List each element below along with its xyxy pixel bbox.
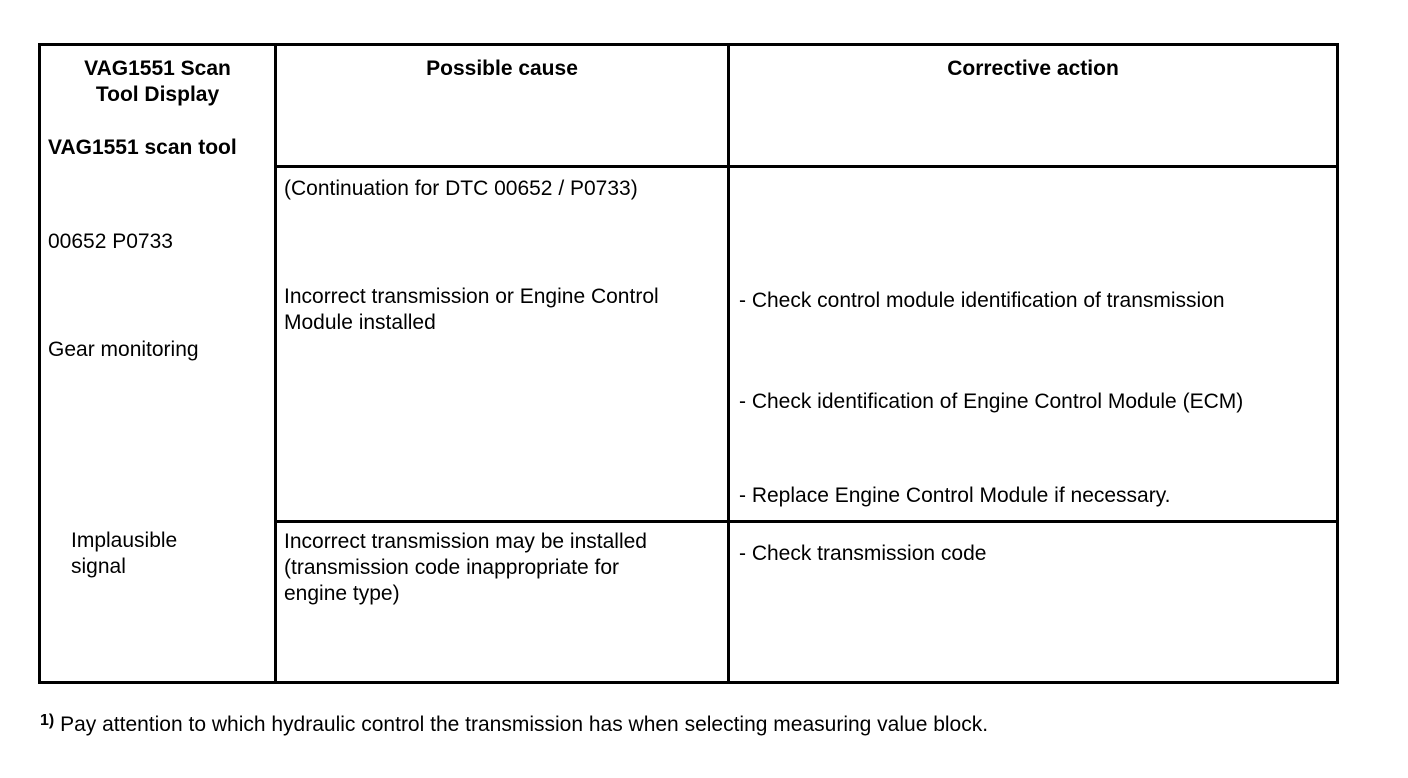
cause-line: Incorrect transmission may be installed: [284, 530, 647, 553]
action-item: - Check transmission code: [739, 542, 987, 565]
fault-type-line2: signal: [71, 555, 126, 578]
header-possible-cause: Possible cause: [426, 57, 578, 80]
cause-line: Incorrect transmission or Engine Control: [284, 285, 659, 308]
column-divider-1: [274, 46, 277, 681]
cause-continuation-note: (Continuation for DTC 00652 / P0733): [284, 177, 638, 200]
action-item: - Check control module identification of transmission: [739, 289, 1225, 312]
header-display-line1: VAG1551 Scan: [84, 57, 231, 80]
cause-line: engine type): [284, 582, 400, 605]
footnote-text: Pay attention to which hydraulic control the transmission has when selecting measuring value block.: [60, 713, 989, 736]
cause-line: (transmission code inappropriate for: [284, 556, 619, 579]
footnote: [40, 712, 988, 738]
header-display-line2: Tool Display: [95, 83, 220, 106]
dtc-code: 00652 P0733: [48, 230, 173, 253]
component-name: Gear monitoring: [48, 338, 199, 361]
header-display-subtitle: VAG1551 scan tool: [48, 136, 237, 159]
column-divider-2: [727, 46, 730, 681]
header-corrective-action: Corrective action: [947, 57, 1119, 80]
diagnostic-table: [38, 43, 1339, 684]
cause-line: Module installed: [284, 311, 436, 334]
header-row-divider: [274, 165, 1336, 168]
action-item: - Check identification of Engine Control Module (ECM): [739, 390, 1244, 413]
action-item: - Replace Engine Control Module if necessary.: [739, 484, 1171, 507]
footnote-marker: 1): [40, 712, 55, 729]
row-divider: [274, 520, 1336, 523]
fault-type-line1: Implausible: [71, 529, 178, 552]
